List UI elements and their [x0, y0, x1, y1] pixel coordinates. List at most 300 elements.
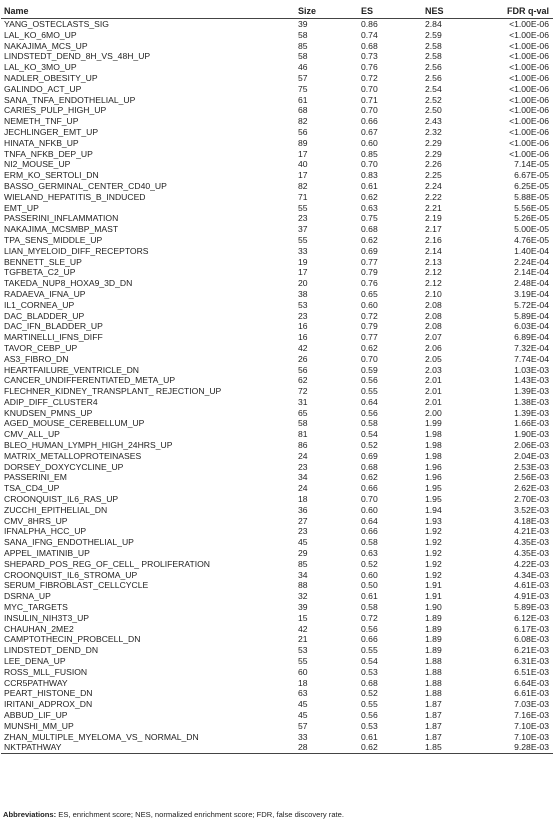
es-value: 0.61	[361, 731, 378, 742]
nes-value: 2.00	[425, 407, 442, 418]
gene-set-name: TGFBETA_C2_UP	[4, 267, 76, 278]
nes-value: 1.92	[425, 526, 442, 537]
size-value: 89	[298, 137, 308, 148]
nes-value: 2.29	[425, 148, 442, 159]
fdr-value: 2.70E-03	[514, 494, 549, 505]
table-row	[1, 203, 553, 214]
es-value: 0.73	[361, 51, 378, 62]
fdr-value: 6.12E-03	[514, 612, 549, 623]
gene-set-name: NKTPATHWAY	[1, 742, 295, 753]
gene-set-name: ADIP_DIFF_CLUSTER4	[4, 396, 98, 407]
fdr-value: <1.00E-06	[509, 19, 549, 29]
size-value: 45	[298, 537, 308, 548]
table-row	[1, 311, 553, 322]
es-value: 0.64	[361, 515, 378, 526]
fdr-value: 7.16E-03	[514, 710, 549, 720]
size-value: 65	[298, 407, 308, 418]
nes-value: 2.12	[425, 267, 442, 278]
size-value: 60	[298, 666, 308, 677]
gene-set-name: CMV_8HRS_UP	[4, 515, 68, 526]
es-value: 0.52	[361, 440, 378, 451]
gene-set-name: TAKEDA_NUP8_HOXA9_3D_DN	[4, 278, 133, 289]
gene-set-name: NADLER_OBESITY_UP	[4, 72, 98, 83]
fdr-value: 3.19E-04	[514, 288, 549, 299]
fdr-value: <1.00E-06	[509, 83, 549, 94]
gene-set-name: DSRNA_UP	[4, 591, 51, 602]
nes-value: 1.95	[425, 483, 442, 494]
table-row	[1, 742, 553, 753]
es-value: 0.76	[361, 278, 378, 289]
table-row	[1, 451, 553, 462]
es-value: 0.72	[361, 612, 378, 623]
gene-set-name: MATRIX_METALLOPROTEINASES	[4, 450, 142, 461]
size-value: 16	[298, 321, 308, 332]
fdr-value: 1.40E-04	[514, 245, 549, 256]
fdr-value: 4.91E-03	[514, 591, 549, 602]
header-size: Size	[295, 4, 347, 19]
nes-value: 1.98	[425, 450, 442, 461]
size-value: 85	[298, 558, 308, 569]
es-value: 0.58	[361, 602, 378, 613]
table-row	[1, 570, 553, 581]
fdr-value: 6.03E-04	[514, 321, 549, 332]
fdr-value: 2.14E-04	[514, 267, 549, 278]
es-value: 0.60	[361, 569, 378, 580]
nes-value: 1.93	[425, 515, 442, 526]
gene-set-name: RADAEVA_IFNA_UP	[4, 288, 86, 299]
es-value: 0.60	[361, 137, 378, 148]
fdr-value: 6.31E-03	[514, 656, 549, 667]
fdr-value: 7.14E-05	[514, 159, 549, 170]
size-value: 55	[298, 234, 308, 245]
fdr-value: 7.32E-04	[514, 342, 549, 353]
nes-value: 2.06	[425, 342, 442, 353]
fdr-value: 2.56E-03	[514, 472, 549, 483]
table-row	[1, 397, 553, 408]
es-value: 0.56	[361, 623, 378, 634]
gene-set-name: NI2_MOUSE_UP	[4, 159, 71, 170]
es-value: 0.68	[361, 461, 378, 472]
gene-set-name: HEARTFAILURE_VENTRICLE_DN	[4, 364, 139, 375]
table-row	[1, 699, 553, 710]
size-value: 27	[298, 515, 308, 526]
es-value: 0.69	[361, 450, 378, 461]
table-row	[1, 235, 553, 246]
es-value: 0.72	[361, 310, 378, 321]
gene-set-name: HINATA_NFKB_UP	[4, 137, 79, 148]
fdr-value: 7.74E-04	[514, 353, 549, 364]
es-value: 0.55	[361, 386, 378, 397]
nes-value: 1.88	[425, 656, 442, 667]
nes-value: 1.91	[425, 591, 442, 602]
size-value: 32	[298, 591, 308, 602]
es-value: 0.86	[361, 19, 378, 29]
fdr-value: 2.06E-03	[514, 440, 549, 451]
table-row	[1, 267, 553, 278]
table-row	[1, 710, 553, 721]
fdr-value: 2.53E-03	[514, 461, 549, 472]
fdr-value: <1.00E-06	[509, 116, 549, 127]
nes-value: 2.01	[425, 375, 442, 386]
header-nes: NES	[411, 4, 475, 19]
table-row	[1, 289, 553, 300]
table-row	[1, 51, 553, 62]
size-value: 82	[298, 116, 308, 127]
size-value: 33	[298, 245, 308, 256]
fdr-value: 4.34E-03	[514, 569, 549, 580]
size-value: 18	[298, 494, 308, 505]
nes-value: 2.01	[425, 386, 442, 397]
gene-set-name: LAL_KO_6MO_UP	[4, 29, 77, 40]
table-row	[1, 516, 553, 527]
size-value: 23	[298, 461, 308, 472]
fdr-value: <1.00E-06	[509, 94, 549, 105]
nes-value: 2.22	[425, 191, 442, 202]
gene-set-name: TPA_SENS_MIDDLE_UP	[4, 234, 103, 245]
header-fdr: FDR q-val	[475, 4, 553, 19]
nes-value: 2.10	[425, 288, 442, 299]
fdr-value: <1.00E-06	[509, 148, 549, 159]
size-value: 86	[298, 440, 308, 451]
size-value: 55	[298, 202, 308, 213]
fdr-value: 6.51E-03	[514, 666, 549, 677]
es-value: 0.56	[361, 407, 378, 418]
gene-set-name: CANCER_UNDIFFERENTIATED_META_UP	[4, 375, 176, 386]
size-value: 36	[298, 504, 308, 515]
fdr-value: 6.17E-03	[514, 623, 549, 634]
table-row	[1, 170, 553, 181]
nes-value: 2.54	[425, 83, 442, 94]
size-value: 42	[298, 342, 308, 353]
fdr-value: <1.00E-06	[509, 105, 549, 116]
table-row	[1, 440, 553, 451]
fdr-value: 4.61E-03	[514, 580, 549, 591]
gene-set-name: BASSO_GERMINAL_CENTER_CD40_UP	[4, 180, 167, 191]
gene-set-name: WIELAND_HEPATITIS_B_INDUCED	[4, 191, 146, 202]
es-value: 0.52	[361, 558, 378, 569]
nes-value: 2.56	[425, 72, 442, 83]
gene-set-name: IL1_CORNEA_UP	[4, 299, 75, 310]
fdr-value: <1.00E-06	[509, 62, 549, 73]
nes-value: 2.26	[425, 159, 442, 170]
es-value: 0.79	[361, 321, 378, 332]
es-value: 0.59	[361, 364, 378, 375]
table-row	[1, 656, 553, 667]
nes-value: 2.43	[425, 116, 442, 127]
table-row	[1, 62, 553, 73]
es-value: 0.60	[361, 299, 378, 310]
nes-value: 1.88	[425, 677, 442, 688]
nes-value: 1.85	[411, 742, 475, 753]
es-value: 0.63	[361, 548, 378, 559]
nes-value: 2.08	[425, 310, 442, 321]
table-row	[1, 408, 553, 419]
nes-value: 2.01	[425, 396, 442, 407]
nes-value: 1.91	[425, 580, 442, 591]
table-row	[1, 613, 553, 624]
size-value: 81	[298, 429, 308, 440]
es-value: 0.62	[361, 472, 378, 483]
gene-set-name: CAMPTOTHECIN_PROBCELL_DN	[4, 634, 141, 645]
gene-set-name: LINDSTEDT_DEND_8H_VS_48H_UP	[4, 51, 151, 62]
fdr-value: 7.10E-03	[514, 731, 549, 742]
gene-set-name: CROONQUIST_IL6_STROMA_UP	[4, 569, 138, 580]
nes-value: 1.96	[425, 472, 442, 483]
size-value: 39	[298, 602, 308, 613]
es-value: 0.55	[361, 699, 378, 710]
gene-set-name: DAC_IFN_BLADDER_UP	[4, 321, 103, 332]
nes-value: 2.07	[425, 332, 442, 343]
es-value: 0.54	[361, 656, 378, 667]
fdr-value: <1.00E-06	[509, 72, 549, 83]
footnote-label: Abbreviations:	[3, 810, 57, 819]
nes-value: 2.52	[425, 94, 442, 105]
size-value: 85	[298, 40, 308, 51]
nes-value: 1.87	[425, 710, 442, 720]
es-value: 0.62	[361, 342, 378, 353]
es-value: 0.54	[361, 429, 378, 440]
es-value: 0.68	[361, 677, 378, 688]
table-row	[1, 634, 553, 645]
nes-value: 1.87	[425, 731, 442, 742]
fdr-value: <1.00E-06	[509, 29, 549, 40]
nes-value: 2.29	[425, 137, 442, 148]
table-row	[1, 386, 553, 397]
gene-set-name: MUNSHI_MM_UP	[4, 720, 74, 731]
fdr-value: 4.22E-03	[514, 558, 549, 569]
size-value: 39	[298, 19, 308, 29]
gene-set-name: PASSERINI_INFLAMMATION	[4, 213, 119, 224]
fdr-value: 1.38E-03	[514, 396, 549, 407]
nes-value: 1.92	[425, 569, 442, 580]
size-value: 24	[298, 450, 308, 461]
fdr-value: 6.08E-03	[514, 634, 549, 645]
nes-value: 2.12	[425, 278, 442, 289]
size-value: 68	[298, 105, 308, 116]
nes-value: 1.92	[425, 548, 442, 559]
nes-value: 2.58	[425, 40, 442, 51]
size-value: 45	[298, 710, 308, 720]
gene-set-name: EMT_UP	[4, 202, 39, 213]
nes-value: 2.32	[425, 126, 442, 137]
nes-value: 1.89	[425, 645, 442, 656]
table-row	[1, 559, 553, 570]
nes-value: 1.89	[425, 623, 442, 634]
fdr-value: 5.89E-04	[514, 310, 549, 321]
es-value: 0.79	[361, 267, 378, 278]
fdr-value: 6.61E-03	[514, 688, 549, 699]
nes-value: 2.14	[425, 245, 442, 256]
size-value: 63	[298, 688, 308, 699]
size-value: 29	[298, 548, 308, 559]
es-value: 0.63	[361, 202, 378, 213]
size-value: 34	[298, 569, 308, 580]
table-row	[1, 375, 553, 386]
es-value: 0.62	[361, 234, 378, 245]
gene-set-name: ZUCCHI_EPITHELIAL_DN	[4, 504, 108, 515]
size-value: 46	[298, 62, 308, 73]
fdr-value: 3.52E-03	[514, 504, 549, 515]
gene-set-name: TNFA_NFKB_DEP_UP	[4, 148, 93, 159]
table-row	[1, 159, 553, 170]
table-row	[1, 483, 553, 494]
gene-set-name: BLEO_HUMAN_LYMPH_HIGH_24HRS_UP	[4, 440, 173, 451]
gene-set-name: TAVOR_CEBP_UP	[4, 342, 78, 353]
gene-set-name: PASSERINI_EM	[4, 472, 67, 483]
table-row	[1, 332, 553, 343]
fdr-value: <1.00E-06	[509, 126, 549, 137]
nes-value: 1.92	[425, 558, 442, 569]
size-value: 58	[298, 51, 308, 62]
es-value: 0.68	[361, 224, 378, 235]
table-row	[1, 548, 553, 559]
es-value: 0.53	[361, 720, 378, 731]
nes-value: 1.95	[425, 494, 442, 505]
nes-value: 1.89	[425, 634, 442, 645]
header-es: ES	[347, 4, 411, 19]
fdr-value: <1.00E-06	[509, 51, 549, 62]
header-name: Name	[1, 4, 295, 19]
nes-value: 2.56	[425, 62, 442, 73]
gene-set-name: JECHLINGER_EMT_UP	[4, 126, 99, 137]
table-row	[1, 224, 553, 235]
table-row	[1, 192, 553, 203]
es-value: 0.55	[361, 645, 378, 656]
gene-set-name: BENNETT_SLE_UP	[4, 256, 82, 267]
nes-value: 1.87	[425, 699, 442, 710]
table-row	[1, 494, 553, 505]
nes-value: 1.99	[425, 418, 442, 429]
table-row	[1, 300, 553, 311]
es-value: 0.85	[361, 148, 378, 159]
gene-set-name: ZHAN_MULTIPLE_MYELOMA_VS_ NORMAL_DN	[4, 731, 199, 742]
size-value: 33	[298, 731, 308, 742]
es-value: 0.50	[361, 580, 378, 591]
nes-value: 2.08	[425, 299, 442, 310]
size-value: 21	[298, 634, 308, 645]
table-row	[1, 95, 553, 106]
fdr-value: 6.64E-03	[514, 677, 549, 688]
es-value: 0.58	[361, 537, 378, 548]
size-value: 23	[298, 213, 308, 224]
table-row	[1, 624, 553, 635]
es-value: 0.66	[361, 483, 378, 494]
fdr-value: 5.56E-05	[514, 202, 549, 213]
es-value: 0.62	[347, 742, 411, 753]
fdr-value: 9.28E-03	[475, 742, 553, 753]
es-value: 0.68	[361, 40, 378, 51]
es-value: 0.64	[361, 396, 378, 407]
fdr-value: 5.00E-05	[514, 224, 549, 235]
table-row	[1, 505, 553, 516]
table-row	[1, 343, 553, 354]
table-row	[1, 667, 553, 678]
size-value: 15	[298, 612, 308, 623]
size-value: 56	[298, 126, 308, 137]
es-value: 0.67	[361, 126, 378, 137]
fdr-value: 6.21E-03	[514, 645, 549, 656]
size-value: 17	[298, 267, 308, 278]
gene-set-name: ROSS_MLL_FUSION	[4, 666, 88, 677]
gene-set-name: INSULIN_NIH3T3_UP	[4, 612, 90, 623]
es-value: 0.66	[361, 116, 378, 127]
es-value: 0.58	[361, 418, 378, 429]
size-value: 55	[298, 656, 308, 667]
table-row	[1, 429, 553, 440]
size-value: 37	[298, 224, 308, 235]
nes-value: 2.84	[425, 19, 442, 29]
footnote-text: ES, enrichment score; NES, normalized enrichment score; FDR, false discovery rate.	[56, 810, 344, 819]
es-value: 0.66	[361, 634, 378, 645]
fdr-value: 4.21E-03	[514, 526, 549, 537]
nes-value: 1.88	[425, 688, 442, 699]
gene-set-name: FLECHNER_KIDNEY_TRANSPLANT_ REJECTION_UP	[4, 386, 222, 397]
gene-set-name: MYC_TARGETS	[4, 602, 68, 613]
size-value: 17	[298, 148, 308, 159]
table-row	[1, 537, 553, 548]
size-value: 24	[298, 483, 308, 494]
es-value: 0.62	[361, 191, 378, 202]
es-value: 0.53	[361, 666, 378, 677]
nes-value: 2.50	[425, 105, 442, 116]
gene-set-name: LINDSTEDT_DEND_DN	[4, 645, 99, 656]
gene-set-enrichment-table	[1, 4, 553, 754]
nes-value: 2.17	[425, 224, 442, 235]
table-row	[1, 278, 553, 289]
nes-value: 2.05	[425, 353, 442, 364]
es-value: 0.70	[361, 83, 378, 94]
gene-set-name: GALINDO_ACT_UP	[4, 83, 82, 94]
size-value: 42	[298, 623, 308, 634]
size-value: 23	[298, 526, 308, 537]
gene-set-name: NAKAJIMA_MCS_UP	[4, 40, 88, 51]
table-row	[1, 127, 553, 138]
nes-value: 1.98	[425, 440, 442, 451]
es-value: 0.70	[361, 353, 378, 364]
table-row	[1, 181, 553, 192]
size-value: 28	[295, 742, 347, 753]
es-value: 0.56	[361, 710, 378, 720]
fdr-value: 5.88E-05	[514, 191, 549, 202]
size-value: 23	[298, 310, 308, 321]
size-value: 20	[298, 278, 308, 289]
nes-value: 1.92	[425, 537, 442, 548]
es-value: 0.70	[361, 105, 378, 116]
size-value: 88	[298, 580, 308, 591]
table-row	[1, 591, 553, 602]
table-header-row	[1, 4, 553, 19]
size-value: 71	[298, 191, 308, 202]
size-value: 19	[298, 256, 308, 267]
nes-value: 2.08	[425, 321, 442, 332]
fdr-value: 2.24E-04	[514, 256, 549, 267]
es-value: 0.61	[361, 180, 378, 191]
es-value: 0.75	[361, 213, 378, 224]
table-row	[1, 472, 553, 483]
gene-set-name: IFNALPHA_HCC_UP	[4, 526, 87, 537]
gene-set-name: LEE_DENA_UP	[4, 656, 66, 667]
table-row	[1, 73, 553, 84]
fdr-value: 5.26E-05	[514, 213, 549, 224]
size-value: 53	[298, 299, 308, 310]
fdr-value: 7.10E-03	[514, 720, 549, 731]
gene-set-name: CARIES_PULP_HIGH_UP	[4, 105, 107, 116]
fdr-value: 1.39E-03	[514, 386, 549, 397]
nes-value: 1.88	[425, 666, 442, 677]
es-value: 0.77	[361, 332, 378, 343]
gene-set-name: LIAN_MYELOID_DIFF_RECEPTORS	[4, 245, 149, 256]
fdr-value: 2.04E-03	[514, 450, 549, 461]
